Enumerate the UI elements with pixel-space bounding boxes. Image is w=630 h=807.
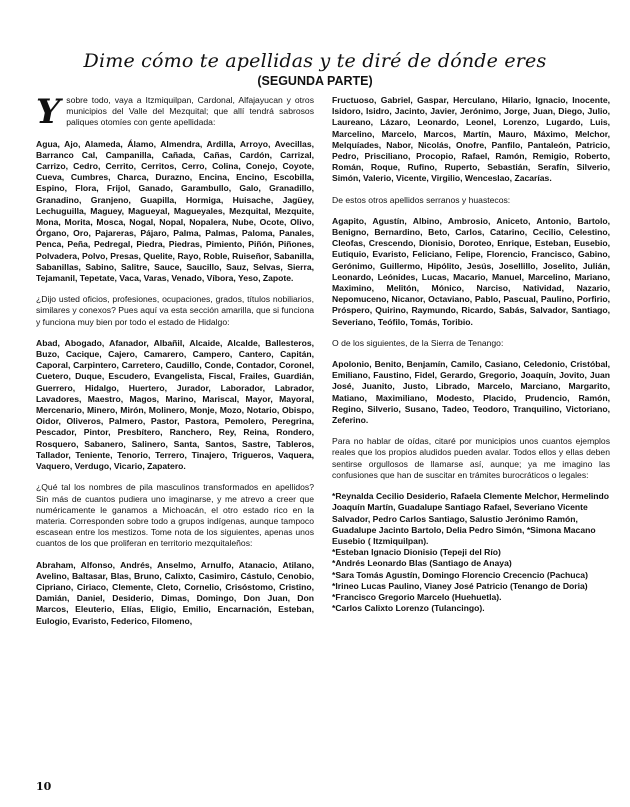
example-item: *Reynalda Cecilio Desiderio, Rafaela Clemente Melchor, Hermelindo Joaquín Martín, Guadalupe Santiago Rafael, Severiano Vicente Salvador, Pedro Carlos Santiago, Salustio Jerónimo Ramón, Guadalupe Jacinto Bartolo, Delia Pedro Simón, *Simona Macano Eusebio ( Itzmiquilpan).: [332, 491, 610, 546]
example-item: *Andrés Leonardo Blas (Santiago de Anaya): [332, 558, 512, 569]
example-item: *Irineo Lucas Paulino, Vianey José Patricio (Tenango de Doria): [332, 580, 588, 591]
surname-list-first-names-cont: Fructuoso, Gabriel, Gaspar, Herculano, Hilario, Ignacio, Inocente, Isidoro, Isidro, Jacinto, Javier, Jerónimo, Jorge, Juan, Diego, Julio, Laureano, Lázaro, Leonardo, Leonel, Lorenzo, Lugardo, Luis, Marcelino, Marcelo, Marcos, Martín, Mauro, Máximo, Melchor, Melquíades, Nabor, Nicolás, Onofre, Panfilo, Pantaleón, Patricio, Pedro, Prisciliano, Procopio, Rafael, Ramón, Remigio, Roberto, Román, Roque, Rufino, Ruperto, Sebastián, Serafín, Silverio, Simón, Valerio, Vicente, Virgilio, Wenceslao, Zacarías.: [332, 95, 610, 184]
example-item: *Sara Tomás Agustín, Domingo Florencio Crecencio (Pachuca): [332, 569, 588, 580]
article-subtitle: (SEGUNDA PARTE): [257, 74, 373, 88]
surname-list-nature: Agua, Ajo, Alameda, Álamo, Almendra, Ardilla, Arroyo, Avecillas, Barranco Cal, Campanilla, Cañada, Cañas, Cardón, Carrizal, Carrizo, Cedro, Cerrito, Cerritos, Cerro, Colina, Conejo, Coyote, Cueva, Cumbres, Charca, Durazno, Encina, Encino, Escobilla, Espino, Flora, Frijol, Ganado, Garambullo, Galo, Granadillo, Granadino, Granjeno, Guapilla, Hormiga, Huisache, Jagüey, Lechuguilla, Maguey, Magueyal, Magueyales, Mezquital, Mezquite, Mona, Morita, Mosca, Nogal, Nopal, Nopalera, Nube, Ocote, Olivo, Órgano, Oro, Pajareras, Pájaro, Palma, Palmas, Paloma, Panales, Penca, Peña, Pedregal, Piedra, Piedras, Pimiento, Piñón, Piñones, Polvadera, Polvo, Presas, Quelite, Rayo, Roble, Ruiseñor, Sabanilla, Sabanillas, Sabino, Salitre, Sauce, Saucillo, Sauz, Selvas, Sierra, Tejamanil, Tepetate, Vaca, Varas, Venado, Víbora, Yeso, Zapote.: [36, 138, 314, 284]
surname-list-serranos: Agapito, Agustín, Albino, Ambrosio, Aniceto, Antonio, Bartolo, Benigno, Bernardino, Beto, Carlos, Catarino, Cecilio, Celestino, Cleofas, Crescendo, Dionisio, Doroteo, Enrique, Esteban, Eusebio, Eutiquio, Evaristo, Feliciano, Felipe, Florencio, Francisco, Gabino, Gerónimo, Guillermo, Hipólito, Jesús, Josellillo, Joselito, Julián, Leonardo, Leónides, Lucas, Macario, Manuel, Marcelino, Mariano, Maximino, Melitón, Mónico, Narciso, Natividad, Nazario, Nepomuceno, Nicanor, Octaviano, Pablo, Pascual, Paulino, Porfirio, Próspero, Quirino, Raymundo, Ricardo, Sabás, Salvador, Santiago, Severiano, Teófilo, Tomás, Toribio.: [332, 215, 610, 327]
drop-cap: Y: [36, 92, 61, 132]
intro-text: sobre todo, vaya a Itzmiquilpan, Cardonal, Alfajayucan y otros municipios del Valle del Mezquital; que allí tendrá sabrosos paliques otomíes con gente apellidada:: [66, 95, 314, 128]
article-title: Dime cómo te apellidas y te diré de dónde eres: [83, 50, 547, 72]
intro-paragraph: [36, 92, 314, 132]
paragraph-first-names: ¿Qué tal los nombres de pila masculinos transformados en apellidos? Sin más de cuantos pudiera uno imaginarse, y me atrevo a creer que numéricamente le ganamos a Michoacán, el otro estado rico en la materia. Corresponden sobre todo a grupos indígenas, aunque tampoco escasean entre los mestizos. Tome nota de los siguientes, apenas unos cuantos de los que proliferan en territorio mezquitaleños:: [36, 482, 314, 549]
paragraph-serranos: De estos otros apellidos serranos y huastecos:: [332, 194, 511, 205]
examples-list: [332, 491, 610, 614]
paragraph-tenango: O de los siguientes, de la Sierra de Tenango:: [332, 337, 504, 348]
example-item: *Esteban Ignacio Dionisio (Tepeji del Río): [332, 547, 501, 558]
surname-list-occupations: Abad, Abogado, Afanador, Albañil, Alcaide, Alcalde, Ballesteros, Buzo, Cacique, Cajero, Camarero, Campero, Cantero, Capitán, Caporal, Carpintero, Carretero, Caudillo, Conde, Contador, Coronel, Cuetero, Duque, Escudero, Evangelista, Fiscal, Frailes, Guardián, Guerrero, Hidalgo, Huertero, Jurador, Laborador, Labrador, Lavadores, Maestro, Magos, Marino, Mariscal, Mayor, Mayoral, Mercenario, Minero, Mirón, Molinero, Monje, Mozo, Notario, Obispo, Oidor, Oliveros, Palmero, Pastor, Pastora, Pemolero, Peregrina, Pescador, Pintor, Presbítero, Ranchero, Rey, Reina, Rondero, Rosquero, Sabanero, Salinero, Santa, Santos, Sastre, Tableros, Tallador, Teniente, Tenorio, Terrero, Tinajero, Trigueros, Vaquera, Vaquero, Verdugo, Vicario, Zapatero.: [36, 337, 314, 472]
example-item: *Carlos Calixto Lorenzo (Tulancingo).: [332, 603, 485, 614]
surname-list-tenango: Apolonio, Benito, Benjamín, Camilo, Casiano, Celedonio, Cristóbal, Emiliano, Faustino, Fidel, Gerardo, Gregorio, Joaquín, Jovito, Juan José, Juanito, Justo, Librado, Marcelo, Marciano, Margarito, Matiano, Maximiliano, Modesto, Placido, Prudencio, Ramón, Regino, Silverio, Susano, Tadeo, Teodoro, Tranquilino, Victoriano, Zeferino.: [332, 359, 610, 426]
paragraph-occupations: ¿Dijo usted oficios, profesiones, ocupaciones, grados, títulos nobiliarios, similares y conexos? Pues aquí va esta sección amarilla, que si funciona y funciona muy bien por todo el estado de Hidalgo:: [36, 294, 314, 327]
right-column: [332, 95, 610, 624]
surname-list-first-names: Abraham, Alfonso, Andrés, Anselmo, Arnulfo, Atanacio, Atilano, Avelino, Baltasar, Blas, Bruno, Calixto, Casimiro, Cástulo, Cenobio, Cipriano, Ciriaco, Clemente, Cleto, Cornelio, Crisóstomo, Cristino, Damián, Daniel, Desiderio, Dimas, Domingo, Don Juan, Don Marcos, Eleuterio, Elías, Eligio, Emilio, Encarnación, Esteban, Eulogio, Evaristo, Federico, Filomeno,: [36, 559, 314, 626]
page-number: 10: [36, 780, 52, 793]
example-item: *Francisco Gregorio Marcelo (Huehuetla).: [332, 591, 502, 602]
left-column: [36, 92, 314, 637]
paragraph-examples: Para no hablar de oídas, citaré por municipios unos cuantos ejemplos reales que los propios aludidos pueden avalar. Todos ellos y ellas deben sentirse orgullosos de llamarse así, aunque; ya me imagino las confusiones que han de suscitar en trámites burocráticos o legales:: [332, 436, 610, 480]
